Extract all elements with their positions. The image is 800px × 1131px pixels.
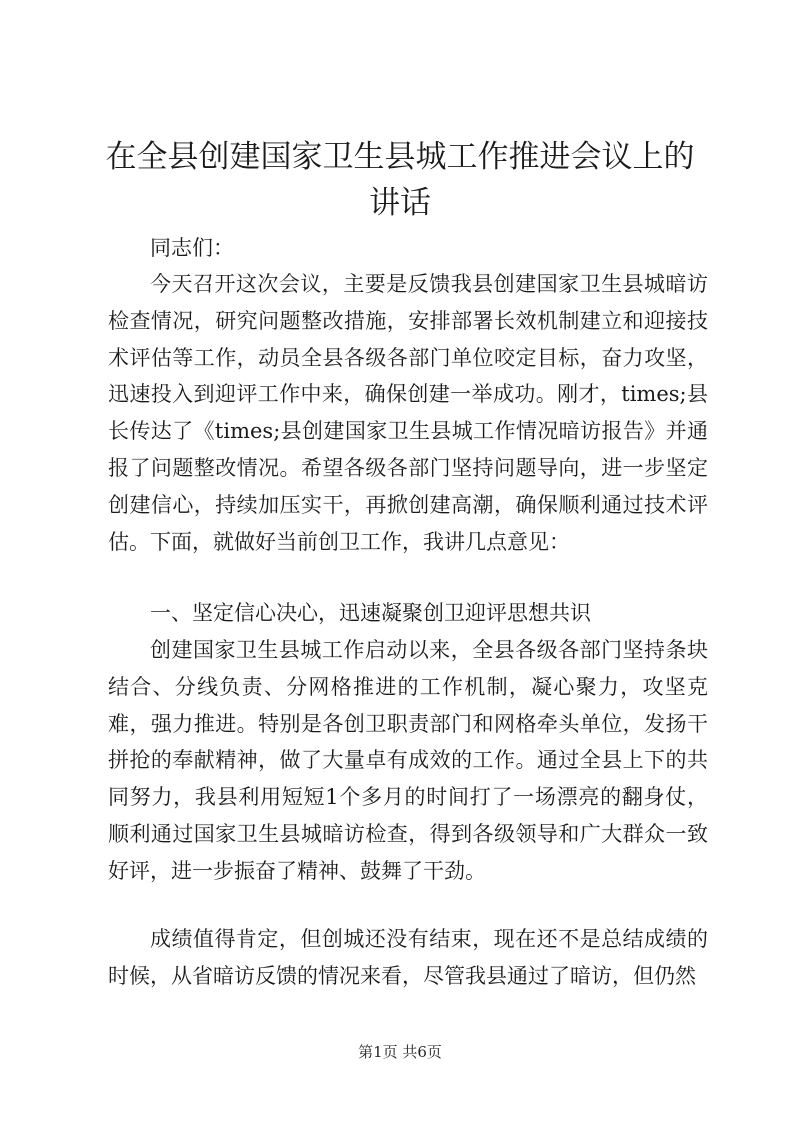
paragraph-block-1 [108,266,708,560]
paragraph-continuation: 成绩值得肯定，但创城还没有结束，现在还不是总结成绩的时候，从省暗访反馈的情况来看，尽管我县通过了暗访，但仍然 [108,927,708,988]
page-footer: 第1页 共6页 [358,1043,442,1061]
paragraph-opening: 今天召开这次会议，主要是反馈我县创建国家卫生县城暗访检查情况，研究问题整改措施，安排部署长效机制建立和迎接技术评估等工作，动员全县各级各部门单位咬定目标，奋力攻坚，迅速投入到迎评工作中来，确保创建一举成功。刚才，times;县长传达了《times;县创建国家卫生县城工作情况暗访报告》并通报了问题整改情况。希望各级各部门坚持问题导向，进一步坚定创建信心，持续加压实干，再掀创建高潮，确保顺利通过技术评估。下面，就做好当前创卫工作，我讲几点意见： [108,272,708,554]
paragraph-block-3 [108,921,708,995]
section-heading-1: 一、坚定信心决心，迅速凝聚创卫迎评思想共识 [150,601,591,625]
paragraph-block-2 [108,632,708,890]
salutation: 同志们： [150,236,234,260]
salutation-block [108,230,708,267]
paragraph-achievements: 创建国家卫生县城工作启动以来，全县各级各部门坚持条块结合、分线负责、分网格推进的工作机制，凝心聚力，攻坚克难，强力推进。特别是各创卫职责部门和网格牵头单位，发扬干拼抢的奉献精神，做了大量卓有成效的工作。通过全县上下的共同努力，我县利用短短1个多月的时间打了一场漂亮的翻身仗，顺利通过国家卫生县城暗访检查，得到各级领导和广大群众一致好评，进一步振奋了精神、鼓舞了干劲。 [108,638,708,883]
section-heading-block [108,595,708,632]
document-title: 在全县创建国家卫生县城工作推进会议上的讲话 [105,139,695,221]
